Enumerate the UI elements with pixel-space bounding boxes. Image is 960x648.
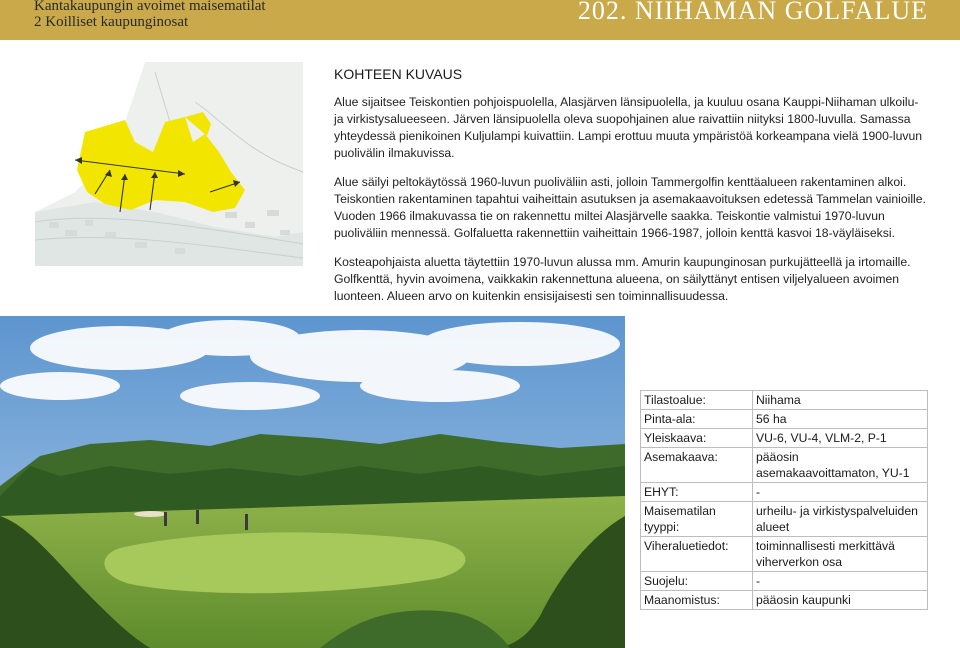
paragraph: Kosteapohjaista aluetta täytettiin 1970-luvun alussa mm. Amurin kaupunginosan purkujätteellä ja irtomaille. Golfkenttä, hyvin avoimena, vaikkakin rakennettuna alueena, on säilyttänyt entisen viljelyalueen avoimen luonteen. Alueen arvo on kuitenkin ensisijaisesti sen toiminnallisuudessa. xyxy=(334,255,911,303)
info-value: - xyxy=(753,483,928,502)
info-label: Tilastoalue: xyxy=(641,391,753,410)
info-value: urheilu- ja virkistyspalveluiden alueet xyxy=(753,502,928,537)
info-label: Pinta-ala: xyxy=(641,410,753,429)
table-row xyxy=(641,572,928,591)
info-value: - xyxy=(753,572,928,591)
table-row xyxy=(641,410,928,429)
paragraph: Alue sijaitsee Teiskontien pohjoispuolella, Alasjärven länsipuolella, ja kuuluu osana Kauppi-Niihaman ulkoilu- ja virkistysalueeseen. Järven länsipuolella oleva suopohjainen alue raivattiin niityksi 1800-luvulla. Samassa yhteydessä pienikoinen Kuljulampi kuivattiin. Lampi erottuu muuta ympäristöä korkeampana vielä 1900-luvun puolivälin ilmakuvissa. xyxy=(334,95,923,160)
info-label: Maanomistus: xyxy=(641,591,753,610)
page-title: 202. NIIHAMAN GOLFALUE xyxy=(577,0,928,25)
table-row xyxy=(641,483,928,502)
info-label: Asemakaava: xyxy=(641,448,753,483)
header-line-1: Kantakaupungin avoimet maisematilat xyxy=(34,0,266,14)
info-value: 56 ha xyxy=(753,410,928,429)
paragraph: Alue säilyi peltokäytössä 1960-luvun puoliväliin asti, jolloin Tammergolfin kenttäalueen rakentaminen alkoi. Teiskontien rakentaminen tapahtui vaiheittain asutuksen ja asemakaavoituksen edetessä Tammelan vainioille. Vuoden 1966 ilmakuvassa tie on rakennettu miltei Alasjärvelle saakka. Teiskontie valmistui 1970-luvun puoliväliin mennessä. Golfaluetta rakennettiin vaiheittain 1966-1987, jolloin kenttä kasvoi 18-väyläiseksi. xyxy=(334,175,926,240)
info-label: EHYT: xyxy=(641,483,753,502)
header-subtitle xyxy=(34,0,266,30)
info-value: pääosin asemakaavoittamaton, YU-1 xyxy=(753,448,928,483)
info-value: toiminnallisesti merkittävä viherverkon osa xyxy=(753,537,928,572)
info-label: Viheraluetiedot: xyxy=(641,537,753,572)
table-row xyxy=(641,448,928,483)
info-value: Niihama xyxy=(753,391,928,410)
section-title: KOHTEEN KUVAUS xyxy=(334,66,463,82)
table-row xyxy=(641,537,928,572)
info-table xyxy=(640,390,928,610)
info-value: VU-6, VU-4, VLM-2, P-1 xyxy=(753,429,928,448)
area-map xyxy=(35,62,303,266)
info-label: Yleiskaava: xyxy=(641,429,753,448)
info-value: pääosin kaupunki xyxy=(753,591,928,610)
header-bar xyxy=(0,0,960,40)
table-row xyxy=(641,391,928,410)
description-text xyxy=(334,94,928,317)
table-row xyxy=(641,502,928,537)
table-row xyxy=(641,429,928,448)
header-line-2: 2 Koilliset kaupunginosat xyxy=(34,14,189,30)
info-label: Maisematilan tyyppi: xyxy=(641,502,753,537)
info-label: Suojelu: xyxy=(641,572,753,591)
golf-course-photo xyxy=(0,316,625,648)
table-row xyxy=(641,591,928,610)
